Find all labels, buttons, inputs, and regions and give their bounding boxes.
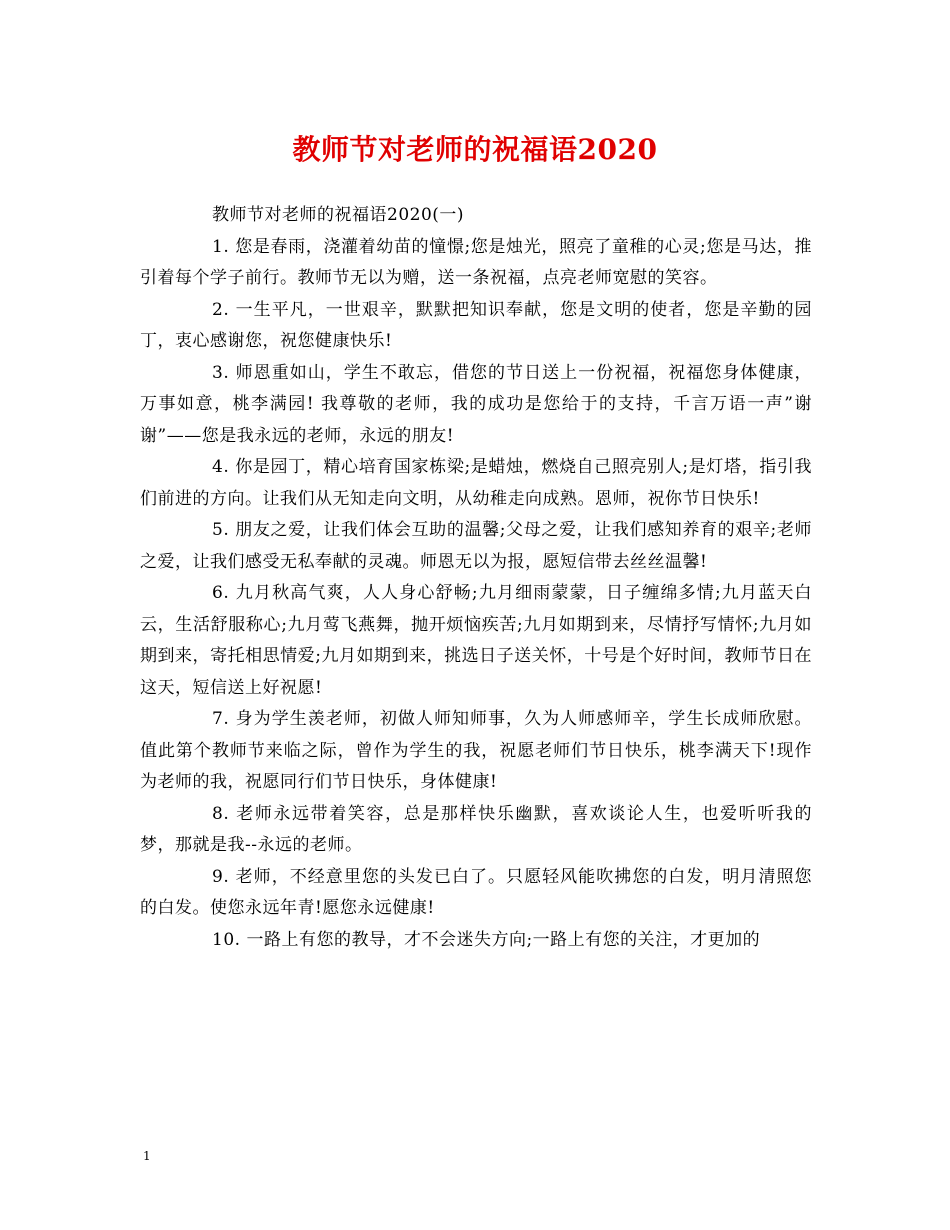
document-body	[140, 200, 812, 956]
paragraph: 7. 身为学生羡老师，初做人师知师事，久为人师感师辛，学生长成师欣慰。值此第个教师节来临之际，曾作为学生的我，祝愿老师们节日快乐，桃李满天下!现作为老师的我，祝愿同行们节日快乐，身体健康!	[140, 709, 812, 792]
paragraph: 9. 老师，不经意里您的头发已白了。只愿轻风能吹拂您的白发，明月清照您的白发。使您永远年青!愿您永远健康!	[140, 866, 812, 918]
paragraph: 10. 一路上有您的教导，才不会迷失方向;一路上有您的关注，才更加的	[212, 929, 761, 950]
document-title: 教师节对老师的祝福语2020	[292, 133, 658, 166]
paragraph: 5. 朋友之爱，让我们体会互助的温馨;父母之爱，让我们感知养育的艰辛;老师之爱，让我们感受无私奉献的灵魂。师恩无以为报，愿短信带去丝丝温馨!	[140, 520, 812, 572]
paragraph: 6. 九月秋高气爽，人人身心舒畅;九月细雨蒙蒙，日子缠绵多情;九月蓝天白云，生活舒服称心;九月莺飞燕舞，抛开烦恼疾苦;九月如期到来，尽情抒写情怀;九月如期到来，寄托相思情爱;九月如期到来，挑选日子送关怀，十号是个好时间，教师节日在这天，短信送上好祝愿!	[140, 583, 812, 698]
paragraph: 8. 老师永远带着笑容，总是那样快乐幽默，喜欢谈论人生，也爱听听我的梦，那就是我--永远的老师。	[140, 803, 812, 855]
page-number: 1	[143, 1149, 151, 1163]
paragraph: 3. 师恩重如山，学生不敢忘，借您的节日送上一份祝福，祝福您身体健康，万事如意，桃李满园! 我尊敬的老师，我的成功是您给于的支持，千言万语一声”谢谢”——您是我永远的老师，永远的朋友!	[140, 362, 812, 446]
paragraph: 2. 一生平凡，一世艰辛，默默把知识奉献，您是文明的使者，您是辛勤的园丁，衷心感谢您，祝您健康快乐!	[140, 299, 812, 351]
paragraph: 4. 你是园丁，精心培育国家栋梁;是蜡烛，燃烧自己照亮别人;是灯塔，指引我们前进的方向。让我们从无知走向文明，从幼稚走向成熟。恩师，祝你节日快乐!	[140, 457, 812, 509]
section-subtitle: 教师节对老师的祝福语2020(一)	[212, 205, 465, 225]
paragraph: 1. 您是春雨，浇灌着幼苗的憧憬;您是烛光，照亮了童稚的心灵;您是马达，推引着每个学子前行。教师节无以为赠，送一条祝福，点亮老师宽慰的笑容。	[140, 236, 812, 288]
